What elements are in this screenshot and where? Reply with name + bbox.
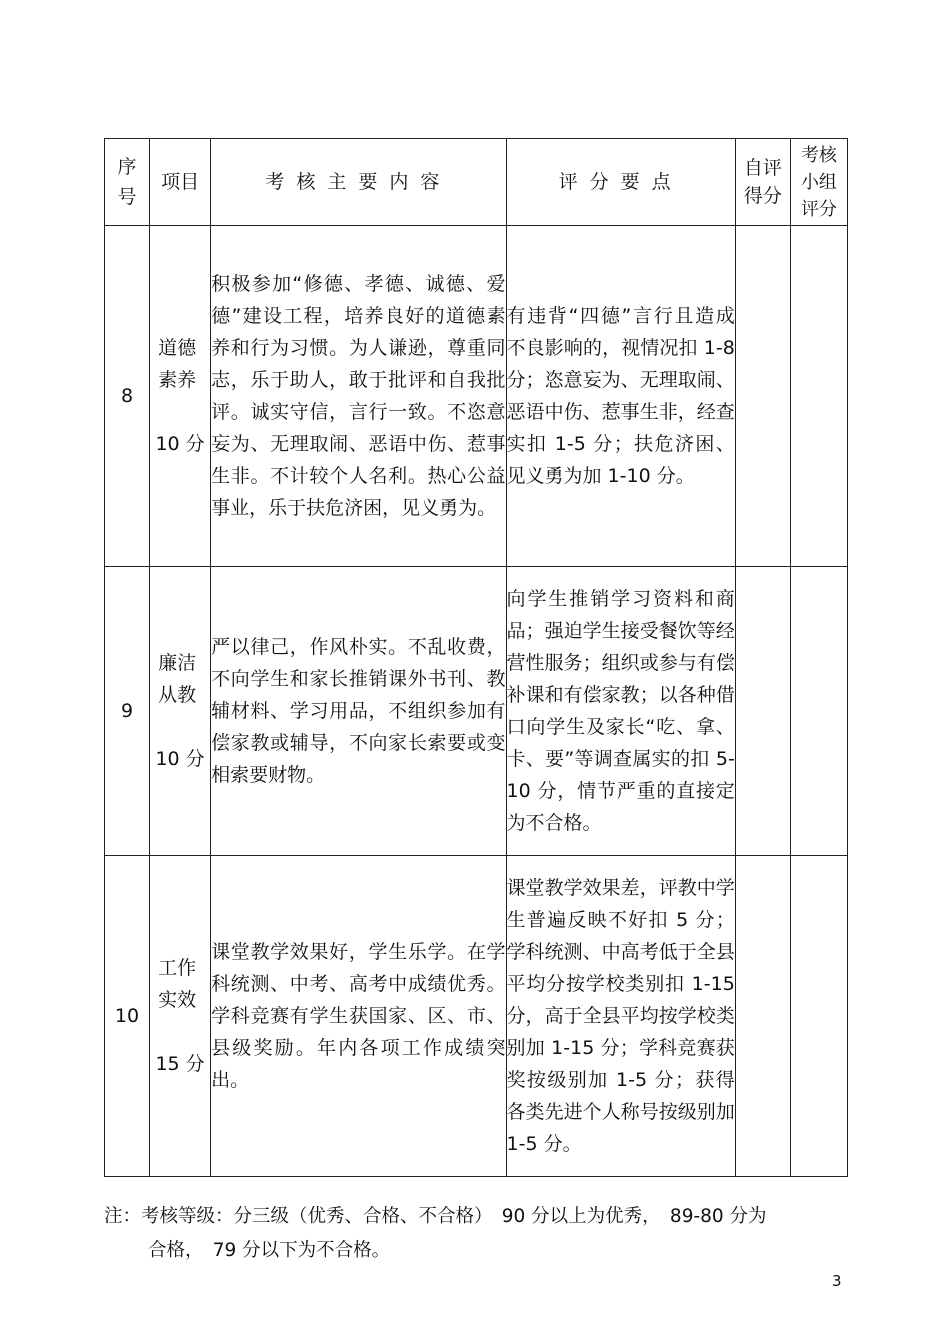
page-number: 3 — [832, 1272, 842, 1290]
table-row — [105, 567, 848, 856]
item-name: 道德素养 — [158, 337, 197, 391]
note-line-2: 合格， 79 分以下为不合格。 — [148, 1240, 391, 1261]
row-self-score[interactable] — [735, 567, 790, 856]
row-no: 10 — [105, 856, 150, 1177]
row-item — [150, 567, 211, 856]
row-content: 课堂教学效果好，学生乐学。在学科统测、中考、高考中成绩优秀。学科竞赛有学生获国家、区、市、县级奖励。年内各项工作成绩突出。 — [211, 856, 506, 1177]
item-score: 10 分 — [155, 748, 205, 770]
note-line-1: 注：考核等级：分三级（优秀、合格、不合格） 90 分以上为优秀， 89-80 分为 — [104, 1206, 767, 1227]
row-group-score[interactable] — [790, 856, 847, 1177]
header-item: 项目 — [150, 139, 211, 226]
row-no: 8 — [105, 226, 150, 567]
grading-note — [104, 1200, 864, 1268]
header-content: 考核主要内容 — [211, 139, 506, 226]
row-group-score[interactable] — [790, 567, 847, 856]
row-self-score[interactable] — [735, 226, 790, 567]
header-points: 评分要点 — [506, 139, 735, 226]
row-item — [150, 226, 211, 567]
row-points: 课堂教学效果差，评教中学生普遍反映不好扣 5 分；学科统测、中高考低于全县平均分按学校类别扣 1-15 分，高于全县平均按学校类别加 1-15 分；学科竞赛获奖按级别加 1-5 分；获得各类先进个人称号按级别加 1-5 分。 — [506, 856, 735, 1177]
row-group-score[interactable] — [790, 226, 847, 567]
item-name: 廉洁从教 — [158, 652, 197, 706]
row-content: 严以律己，作风朴实。不乱收费，不向学生和家长推销课外书刊、教辅材料、学习用品，不组织参加有偿家教或辅导，不向家长索要或变相索要财物。 — [211, 567, 506, 856]
header-no: 序号 — [105, 139, 150, 226]
row-points: 向学生推销学习资料和商品；强迫学生接受餐饮等经营性服务；组织或参与有偿补课和有偿家教；以各种借口向学生及家长“吃、拿、卡、要”等调查属实的扣 5-10 分，情节严重的直接定为不合格。 — [506, 567, 735, 856]
row-self-score[interactable] — [735, 856, 790, 1177]
row-content: 积极参加“修德、孝德、诚德、爱德”建设工程，培养良好的道德素养和行为习惯。为人谦逊，尊重同志，乐于助人，敢于批评和自我批评。诚实守信，言行一致。不恣意妄为、无理取闹、恶语中伤、惹事生非。不计较个人名利。热心公益事业，乐于扶危济困，见义勇为。 — [211, 226, 506, 567]
row-points: 有违背“四德”言行且造成不良影响的，视情况扣 1-8 分；恣意妄为、无理取闹、恶语中伤、惹事生非，经查实扣 1-5 分；扶危济困、见义勇为加 1-10 分。 — [506, 226, 735, 567]
header-self: 自评得分 — [735, 139, 790, 226]
item-name: 工作实效 — [158, 957, 197, 1011]
table-row — [105, 856, 848, 1177]
table-row — [105, 226, 848, 567]
table-header-row — [105, 139, 848, 226]
item-score: 15 分 — [155, 1053, 205, 1075]
item-score: 10 分 — [155, 433, 205, 455]
assessment-table — [104, 138, 848, 1177]
row-item — [150, 856, 211, 1177]
row-no: 9 — [105, 567, 150, 856]
header-group: 考核小组评分 — [790, 139, 847, 226]
